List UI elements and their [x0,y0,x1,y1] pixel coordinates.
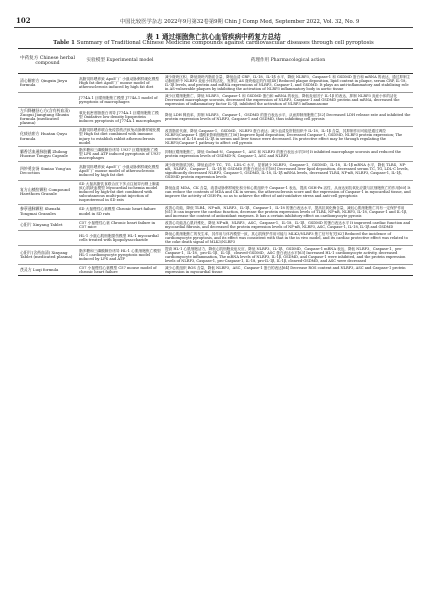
cell-effect: 减少斑块脂质沉积，降低血清中 TC、TG、LDL-C 水平，显著减少 NLRP3、Caspase-1、GSDMD、IL-18、IL-1β mRNA 水平，降低 TLR4、NF-κB、NLRP3、Caspase-1、IL-1β 和 GSDMD 的蛋白表达水平[58] Decreased liver lipid deposition, decreased serum TC, TG, LDL-C levels, significantly decreased NLRP3, Caspase-1, GSDMD, IL-18, IL-1β mRNA levels, decreased TLR4, NF-κB, NLRP3, Caspase-1, IL-1β, GSDMD protein expression levels [163,162,413,181]
table-row [18,93,413,108]
cell-effect: 改善心功能，降低 TLR4、NF-κB、NLRP3、IL-1β、Caspase-1、IL-18 的蛋白表达水平，提高抗氧化酶含量，减轻心肌细胞焦亡具有一定保护作用[61] It can improve the cardiac function, decrease the protein expression levels of TLR4, NF-κB, NLRP3, IL-18, Caspase-1 and IL-1β, and increase the content of antioxidant enzymes. It has a certain inhibitory effect on cardiomyocyte pyrosis [163,204,413,219]
cell-experiment: 脂多糖和三磷酸腺苷诱导 HL-1 心肌细胞焦亡模型 HL-1 cardiomyocyte pyroptosis model induced by LPS and ATP [77,245,163,264]
cell-medicine: 复方山楂酊颗粒 Compound Hawthorn Granule [18,181,77,204]
table-row [18,181,413,204]
cell-experiment: C57 小鼠慢性心衰模型 C57 mouse model of chronic heart failure [77,264,163,275]
col-header-experiment: 实验模型 Experimental model [77,49,163,74]
cell-medicine: 清心解瘀方 Qingxin Jieyu formula [20,77,68,87]
running-header [14,13,413,28]
table-row [18,204,413,219]
cell-medicine: 心阳片 Xinyang Tablet [18,219,77,230]
cell-experiment: SD 大鼠慢性心衰模型 Chronic heart failure model in SD rats [77,204,163,219]
cell-medicine: 芪灵方 Luqi formula [18,264,77,275]
cell-effect: 减少心肌组织 ROS 含量，降低 NLRP3、ASC、Caspase-1 蛋白的表达[64] Decrease ROS content and NLRP3, ASC and Caspase-1 protein expression in myocardial tissue [163,264,413,275]
cell-effect: 减少巨噬细胞焦亡，降低 NLRP3、Caspase-1 和 GSDMD 蛋白和 mRNA 的表达，降低炎症因子 IL-1β 的表达，抑制 NLRP3 炎症小体的活化 Decreased macrophage scorosis, decreased the expression of NLRP3, Caspase-1 and GSDMD protein and mRNA, decreased the expression of inflammatory factor IL-1β, inhibited the activation of NLRP3 inflammasome [163,93,413,108]
cell-experiment: 高脂饲料喂养致 ApoE⁻/⁻ 小鼠动脉粥样硬化模型 ApoE⁻/⁻ mouse model of atherosclerosis induced by high fat diet [77,162,163,181]
summary-table [18,48,413,276]
table-row [18,245,413,264]
cell-experiment: HL-1 小鼠心肌细胞损伤模型 HL-1 myocardial cells treated with lipopolysaccharide [77,230,163,245]
cell-effect: 改善脂质代谢，降低 Caspase-1、GSDMD、NLRP3 蛋白表达；减少血清及肝脏组织中 IL-18、IL-1β 含量，其抑制作用可能是通过调控 NLRP3/Caspase-1 通路来影响细胞焦亡[56] Improve lipid deposition; Decreased Caspase-1, GSDMD, NLRP3 protein expression; The contents of IL-18 and IL-1β in serum and liver tissue were decreased. Its protective effect may be through regulating the NLRP3/Caspase-1 pathway to affect cell pyrosis [163,127,413,146]
cell-effect: 降低心肌细胞焦亡的发生率，其作用与体内模型一致，其心肌保护作用可能与 MLK3/NLRP3 焦亡信号有关[62] Reduced the incidence of cardiomyocyte pyroptosis, and its effect was consistent with that in the in vivo model, and its cardiac protective effect was related to the coke death signal of MLK3/NLRP3 [163,230,413,245]
cell-medicine: 化痰祛瘀方 Huatan Quyu formula [18,127,77,146]
cell-experiment: J774A.1 巨噬细胞焦亡模型 J774A.1 model of pyroptosis of macrophages [77,93,163,108]
cell-medicine [18,93,77,108]
cell-experiment: C57 小鼠慢性心衰 Chronic heart failure in C57 mice [77,219,163,230]
table-row [18,108,413,127]
cell-medicine: 左归降糖舒心方(含有药血清) Zuogui Jiangtang Shuxin formula (medicated plasma) [18,108,77,127]
cell-experiment: SD 大鼠高脂饮食联合皮下多点注射异丙肾上腺素致心肌缺血模型 Myocardial ischemia model induced by high-fat diet combined with subcutaneous multi-point injection of isoproterenol in SD rats [77,181,163,204]
table-label: Table 1 [53,40,75,46]
table-caption-text: Summary of Traditional Chinese Medicine compounds against cardiovascular diseases through cell pyroptosis [76,40,374,46]
table-row [18,264,413,275]
table-row [18,146,413,161]
journal-line: 中国比较医学杂志 2022年9月第32卷第9期 Chin J Comp Med, September 2022, Vol. 32, No. 9 [120,19,360,25]
cell-medicine [18,230,77,245]
table-row [18,162,413,181]
cell-experiment: 氧化低密度脂蛋白诱导 J774A.1 巨噬细胞焦亡模型 Oxidative low density lipoprotein induces pyroptosis of J774A.1 macrophages [77,108,163,127]
cell-medicine: 参葶通脉颗粒 Shenzhi Tongmai Granules [18,204,77,219]
table-caption-cn: 表 1 通过细胞焦亡抗心血管疾病中药复方总结 [146,33,281,41]
cell-medicine: 麝香活血通脉胶囊 Zhilong Huoxue Tongyu Capsule [18,146,77,161]
cell-effect: 改善心功能及心肌纤维化，降低 NF-κB、NLRP3、ASC、Caspase-1、IL-18、IL-1β、GSDMD 的蛋白表达水平 It improved cardiac function and myocardial fibrosis, and decreased the protein expression levels of NF-κB, NLRP3, ASC, Caspase-1, IL-18, IL-1β and GSDMD [163,219,413,230]
cell-effect: 降低 LDH 释放率，抑制 NLRP3、Caspase-1、GSDMD 的蛋白表达水平，从而抑制细胞焦亡[52] Decreased LDH release rate and inhibited the protein expression levels of NLRP3, Caspase-1 and GSDMD, thus inhibiting cell pyrosis [163,108,413,127]
cell-experiment: 高脂饲料喂养联合免疫损伤法致兔动脉粥样硬化模型 High fat diet combined with immune injury to establish rabbit atherosclerosis model [77,127,163,146]
table-row [18,127,413,146]
cell-experiment: 高脂饲料喂养致 ApoE⁻/⁻ 小鼠动脉粥样硬化模型 High fat diet ApoE⁻/⁻ mouse model of atherosclerosis induced by high fat diet [79,76,160,90]
table-header-row [18,49,413,74]
table-row [18,219,413,230]
page-number: 102 [16,16,31,25]
cell-medicine: 四妙勇安汤 Simiao Yong'an Decoction [18,162,77,181]
cell-effect: 减少斑块区积、降低斑块内脂质含量、降低血清 CRP、IL-18、IL-1β 水平，降低 NLRP3、Caspase-1 和 GSDMD 蛋白和 mRNA 的表达，通过抑制主动脉组织中 NLRP3 炎症小体的活化，发挥抗 AS 斑块稳定的作用[48] Reduced plaque deposition, lipid content in plaque, serum CRP, IL-18, IL-1β levels, and protein and mRNA expressions of NLRP3, Caspase-1, and GSDMD. It plays an anti-inflammatory and stabilizing role in AS-vulnerable plaques by inhibiting the activation of NLRP3 inflammatory body in aortic tissue [165,75,411,91]
cell-effect: 降低血清 MDA、CK 含量，改善动脉粥样硬化积分和心肌组织中 Caspase-1 表达，提高 GSH-Px 活性，从而达到抗氧化应激与抗细胞焦亡的作用[60] It can reduce the contents of MDA and CK in serum, the atherosclerosis score and the expression of Caspase-1 in myocardial tissue, and improve the activity of GSH-Px, so as to achieve the effect of anti-oxidative stress and anti-cell pyroptosis [163,181,413,204]
cell-medicine: 心阳片(含药血清) Xinyang Tablet (medicated plasma) [18,245,77,264]
col-header-effect: 药理作用 Pharmacological action [163,49,413,74]
table-caption-en [10,40,417,46]
cell-effect: 抑制巨噬细胞焦亡，降低 Gsdmd-N、Caspase-1、ASC 和 NLRP3 的蛋白表达水平[59] It inhibited macrophage scorosis and reduced the protein expression levels of GSDMD-N, Caspase-1, ASC and NLRP3 [163,146,413,161]
col-header-medicine: 中药复方 Chinese herbal compound [18,49,77,74]
cell-effect: 提高 HL-1 心肌细胞活力，降低心肌细胞炎症反应，降低 NLRP3、IL-1β、GSDMD、Caspase-1 mRNA 表达，降低 NLRP3、Caspase-1、pro-Caspase-1、IL-18、pro-IL-1β、IL-1β、cleaved-GSDMD、ASC 蛋白表达水平[63] Increased HL-1 cardiomyocyte activity, decreased cardiomyocyte inflammation, The mRNA levels of NLRP3, IL-1β, GSDMD, and Caspase-1 were inhibited, and the protein expression levels of NLRP3, Caspase-1, pro-Caspase-1, IL-18, pro-IL-1β, IL-1β, cleaved-GSDMD, and ASC were decreased [163,245,413,264]
table-row [18,74,413,93]
table-row [18,230,413,245]
cell-experiment: 脂多糖和三磷酸腺苷诱导 U937 巨噬细胞焦亡模型 LPS and ATP induced pyroptosis of U937 macrophages [77,146,163,161]
